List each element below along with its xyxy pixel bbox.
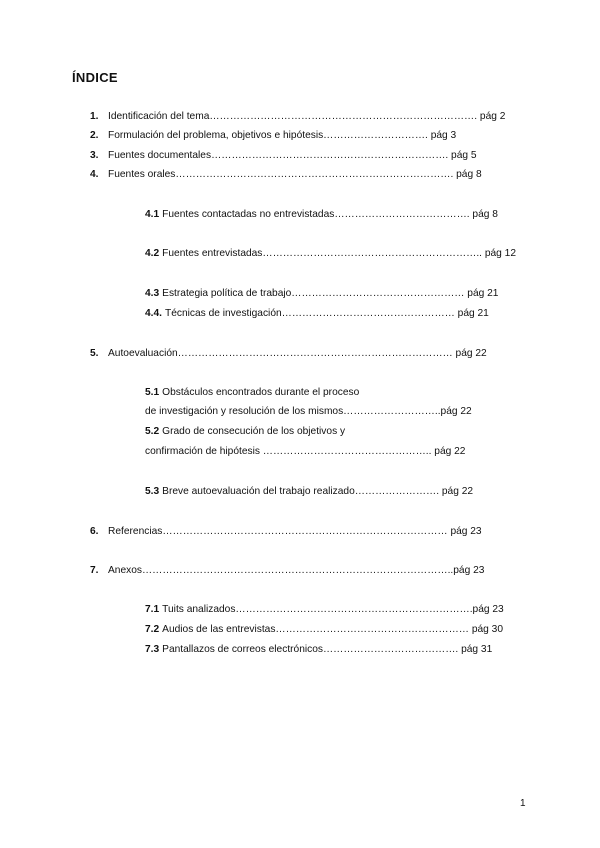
toc-entry-text: Técnicas de investigación…………………………………………… pág 21 [165, 308, 489, 319]
toc-entry-text: Obstáculos encontrados durante el proceso [162, 387, 360, 398]
toc-entry-number: 1. [90, 111, 99, 122]
toc-entry-number: 5.3 [145, 486, 160, 497]
toc-entry-text: Pantallazos de correos electrónicos…………………………………. pág 31 [162, 644, 493, 655]
toc-entry-text: de investigación y resolución de los mismos………………………..pág 22 [145, 406, 472, 417]
toc-entry-number: 4.2 [145, 248, 160, 259]
toc-entry-6 [90, 525, 482, 538]
toc-entry-text: confirmación de hipótesis ………………………………………….. pág 22 [145, 446, 466, 457]
toc-entry-number: 3. [90, 150, 99, 161]
toc-entry-3 [90, 149, 477, 162]
toc-entry-number: 4.3 [145, 288, 160, 299]
page-title: ÍNDICE [72, 70, 118, 85]
toc-entry-text: Breve autoevaluación del trabajo realizado……………………. pág 22 [162, 486, 474, 497]
toc-entry-7-3 [145, 643, 492, 656]
toc-entry-5-1 [145, 386, 359, 399]
toc-entry-text: Audios de las entrevistas………………………………………………… pág 30 [162, 624, 503, 635]
toc-entry-5-3 [145, 485, 473, 498]
toc-entry-text: Fuentes contactadas no entrevistadas…………………………………. pág 8 [162, 209, 498, 220]
toc-entry-number: 7.2 [145, 624, 160, 635]
toc-entry-4 [90, 168, 482, 181]
toc-entry-4-1 [145, 208, 498, 221]
toc-entry-5 [90, 347, 487, 360]
toc-entry-number: 2. [90, 130, 99, 141]
toc-entry-number: 4.4. [145, 308, 162, 319]
toc-entry-number: 7.3 [145, 644, 160, 655]
toc-entry-text: Referencias………………………………………………………………………… pág 23 [108, 526, 482, 537]
toc-entry-text: Fuentes documentales……………………………………………………………. pág 5 [108, 150, 477, 161]
toc-entry-number: 5.1 [145, 387, 160, 398]
toc-entry-text: Formulación del problema, objetivos e hipótesis…………………………. pág 3 [108, 130, 457, 141]
toc-entry-text: Estrategia política de trabajo…………………………………………… pág 21 [162, 288, 499, 299]
toc-entry-number: 6. [90, 526, 99, 537]
toc-entry-text: Autoevaluación……………………………………………………………………… pág 22 [108, 348, 487, 359]
page-number: 1 [520, 798, 526, 809]
toc-entry-number: 4. [90, 169, 99, 180]
toc-entry-number: 7.1 [145, 604, 160, 615]
toc-entry-text: Grado de consecución de los objetivos y [162, 426, 346, 437]
toc-entry-7-1 [145, 603, 504, 616]
toc-entry-5-2 [145, 425, 345, 438]
toc-entry-number: 5.2 [145, 426, 160, 437]
toc-entry-number: 7. [90, 565, 99, 576]
toc-entry-4-4 [145, 307, 489, 320]
toc-entry-text: Fuentes orales………………………………………………………………………. pág 8 [108, 169, 482, 180]
toc-entry-text: Tuits analizados…………………………………………………………….pág 23 [162, 604, 504, 615]
toc-entry-4-2 [145, 247, 516, 260]
toc-entry-text: Anexos………………………………………………………………………………..pág 23 [108, 565, 485, 576]
toc-entry-5-2-cont [145, 445, 465, 458]
toc-entry-7-2 [145, 623, 503, 636]
toc-entry-2 [90, 129, 456, 142]
toc-entry-4-3 [145, 287, 498, 300]
toc-entry-text: Identificación del tema……………………………………………………………………. pág 2 [108, 111, 506, 122]
toc-entry-number: 4.1 [145, 209, 160, 220]
toc-entry-1 [90, 110, 505, 123]
toc-entry-5-1-cont [145, 405, 472, 418]
toc-entry-number: 5. [90, 348, 99, 359]
toc-entry-text: Fuentes entrevistadas……………………………………………………….. pág 12 [162, 248, 516, 259]
toc-entry-7 [90, 564, 484, 577]
